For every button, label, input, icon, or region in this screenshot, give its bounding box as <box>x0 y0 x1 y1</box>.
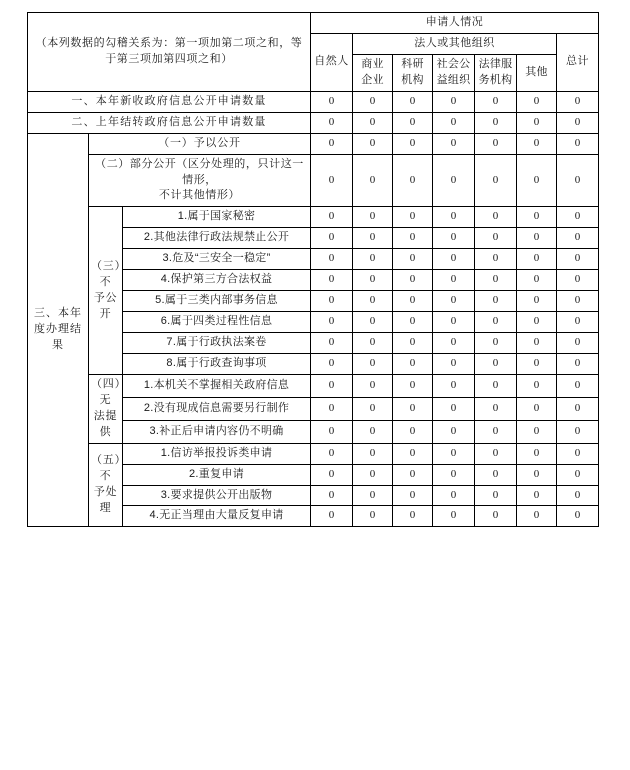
cell-nd8-social-welfare-org: 0 <box>433 353 475 374</box>
header-row-group-title <box>28 13 599 34</box>
item-label-unable-provide-1: 1.本机关不掌握相关政府信息 <box>123 374 311 397</box>
cell-up1-other: 0 <box>517 374 557 397</box>
header-col-other <box>517 54 557 91</box>
cell-partial-commercial-enterprise: 0 <box>353 154 393 207</box>
cell-nd7-social-welfare-org: 0 <box>433 333 475 354</box>
cell-nd5-total: 0 <box>557 291 599 312</box>
cell-partial-legal-service-org: 0 <box>475 154 517 207</box>
cell-nd4-natural-person: 0 <box>311 270 353 291</box>
cell-up2-commercial-enterprise: 0 <box>353 397 393 420</box>
cell-nd3-natural-person: 0 <box>311 249 353 270</box>
cell-nd3-research-institution: 0 <box>393 249 433 270</box>
cell-nd2-commercial-enterprise: 0 <box>353 228 393 249</box>
group-label-unable-provide-line1: （四）无 <box>91 377 127 406</box>
header-total: 总计 <box>557 33 599 91</box>
group-label-not-disclose-line2: 予公开 <box>93 291 118 320</box>
cell-up2-other: 0 <box>517 397 557 420</box>
table-row-partial-disclose <box>28 154 599 207</box>
item-label-not-process-4: 4.无正当理由大量反复申请 <box>123 506 311 527</box>
cell-nd8-legal-service-org: 0 <box>475 353 517 374</box>
cell-np1-total: 0 <box>557 443 599 464</box>
cell-up1-natural-person: 0 <box>311 374 353 397</box>
cell-nd6-research-institution: 0 <box>393 312 433 333</box>
cell-nd1-social-welfare-org: 0 <box>433 207 475 228</box>
cell-carried-legal-service-org: 0 <box>475 112 517 133</box>
group-label-not-disclose <box>89 207 127 375</box>
cell-received-legal-service-org: 0 <box>475 91 517 112</box>
cell-up3-other: 0 <box>517 420 557 443</box>
item-label-not-disclose-2: 2.其他法律行政法规禁止公开 <box>123 228 311 249</box>
cell-nd7-legal-service-org: 0 <box>475 333 517 354</box>
cell-nd5-legal-service-org: 0 <box>475 291 517 312</box>
cell-np4-total: 0 <box>557 506 599 527</box>
cell-nd5-natural-person: 0 <box>311 291 353 312</box>
cell-carried-research-institution: 0 <box>393 112 433 133</box>
row-label-partial-disclose <box>89 154 311 207</box>
cell-np1-research-institution: 0 <box>393 443 433 464</box>
cell-up1-social-welfare-org: 0 <box>433 374 475 397</box>
group-label-not-disclose-line1: （三）不 <box>91 259 127 288</box>
item-label-not-disclose-6: 6.属于四类过程性信息 <box>123 312 311 333</box>
cell-partial-total: 0 <box>557 154 599 207</box>
cell-np1-social-welfare-org: 0 <box>433 443 475 464</box>
cell-nd8-total: 0 <box>557 353 599 374</box>
cell-nd6-total: 0 <box>557 312 599 333</box>
cell-nd4-other: 0 <box>517 270 557 291</box>
cell-nd6-commercial-enterprise: 0 <box>353 312 393 333</box>
cell-disclose-commercial-enterprise: 0 <box>353 133 393 154</box>
row-label-carried-over: 二、上年结转政府信息公开申请数量 <box>28 112 311 133</box>
cell-nd2-total: 0 <box>557 228 599 249</box>
cell-up1-total: 0 <box>557 374 599 397</box>
group-label-unable-provide <box>89 374 127 443</box>
item-label-not-disclose-7: 7.属于行政执法案卷 <box>123 333 311 354</box>
cell-received-social-welfare-org: 0 <box>433 91 475 112</box>
section-label-annual-processing-results: 三、本年度办理结果 <box>28 133 89 527</box>
table-row-disclose <box>28 133 599 154</box>
cell-up1-commercial-enterprise: 0 <box>353 374 393 397</box>
cell-nd6-legal-service-org: 0 <box>475 312 517 333</box>
cell-received-natural-person: 0 <box>311 91 353 112</box>
item-label-not-disclose-1: 1.属于国家秘密 <box>123 207 311 228</box>
cell-nd6-natural-person: 0 <box>311 312 353 333</box>
cell-np2-natural-person: 0 <box>311 464 353 485</box>
cell-up3-natural-person: 0 <box>311 420 353 443</box>
cell-up2-natural-person: 0 <box>311 397 353 420</box>
cell-nd2-natural-person: 0 <box>311 228 353 249</box>
cell-np2-legal-service-org: 0 <box>475 464 517 485</box>
cell-np3-research-institution: 0 <box>393 485 433 506</box>
cell-nd3-other: 0 <box>517 249 557 270</box>
item-label-not-process-3: 3.要求提供公开出版物 <box>123 485 311 506</box>
header-col-legal-service-org <box>475 54 517 91</box>
cell-disclose-natural-person: 0 <box>311 133 353 154</box>
cell-received-research-institution: 0 <box>393 91 433 112</box>
cell-np1-natural-person: 0 <box>311 443 353 464</box>
cell-nd3-legal-service-org: 0 <box>475 249 517 270</box>
cell-up1-research-institution: 0 <box>393 374 433 397</box>
cell-np4-social-welfare-org: 0 <box>433 506 475 527</box>
header-col-commercial-enterprise-line1: 商业 <box>361 57 384 70</box>
cell-disclose-total: 0 <box>557 133 599 154</box>
cell-np2-social-welfare-org: 0 <box>433 464 475 485</box>
cell-received-commercial-enterprise: 0 <box>353 91 393 112</box>
cell-nd5-other: 0 <box>517 291 557 312</box>
header-col-social-welfare-org-line1: 社会公 <box>436 57 471 70</box>
item-label-not-process-2: 2.重复申请 <box>123 464 311 485</box>
cell-np3-legal-service-org: 0 <box>475 485 517 506</box>
row-label-partial-disclose-line1: （二）部分公开（区分处理的，只计这一情形， <box>95 157 304 186</box>
cell-up1-legal-service-org: 0 <box>475 374 517 397</box>
header-col-legal-service-org-line1: 法律服 <box>478 57 513 70</box>
cell-np1-other: 0 <box>517 443 557 464</box>
cell-received-other: 0 <box>517 91 557 112</box>
header-natural-person: 自然人 <box>311 33 353 91</box>
cell-partial-other: 0 <box>517 154 557 207</box>
cell-nd8-research-institution: 0 <box>393 353 433 374</box>
item-label-not-disclose-5: 5.属于三类内部事务信息 <box>123 291 311 312</box>
cell-received-total: 0 <box>557 91 599 112</box>
table-row-carried-over <box>28 112 599 133</box>
cell-nd2-research-institution: 0 <box>393 228 433 249</box>
cell-nd3-social-welfare-org: 0 <box>433 249 475 270</box>
row-label-received-this-year: 一、本年新收政府信息公开申请数量 <box>28 91 311 112</box>
cell-partial-social-welfare-org: 0 <box>433 154 475 207</box>
cell-carried-other: 0 <box>517 112 557 133</box>
header-legal-person-group: 法人或其他组织 <box>353 33 557 54</box>
cell-disclose-legal-service-org: 0 <box>475 133 517 154</box>
header-col-legal-service-org-line2: 务机构 <box>478 73 513 86</box>
cell-up2-research-institution: 0 <box>393 397 433 420</box>
cell-np3-commercial-enterprise: 0 <box>353 485 393 506</box>
cell-np4-other: 0 <box>517 506 557 527</box>
cell-np3-natural-person: 0 <box>311 485 353 506</box>
cell-nd7-commercial-enterprise: 0 <box>353 333 393 354</box>
cell-nd4-total: 0 <box>557 270 599 291</box>
cell-nd4-legal-service-org: 0 <box>475 270 517 291</box>
cell-nd5-research-institution: 0 <box>393 291 433 312</box>
cell-nd4-commercial-enterprise: 0 <box>353 270 393 291</box>
cell-nd4-research-institution: 0 <box>393 270 433 291</box>
cell-nd2-other: 0 <box>517 228 557 249</box>
header-col-commercial-enterprise <box>353 54 393 91</box>
cell-nd1-natural-person: 0 <box>311 207 353 228</box>
group-label-not-process-line2: 予处理 <box>93 486 118 514</box>
group-label-unable-provide-line2: 法提供 <box>93 409 118 438</box>
cell-np2-commercial-enterprise: 0 <box>353 464 393 485</box>
header-col-commercial-enterprise-line2: 企业 <box>361 73 384 86</box>
cell-nd5-commercial-enterprise: 0 <box>353 291 393 312</box>
group-label-not-process-line1: （五）不 <box>91 454 127 483</box>
cell-nd1-research-institution: 0 <box>393 207 433 228</box>
cell-nd3-commercial-enterprise: 0 <box>353 249 393 270</box>
cell-partial-research-institution: 0 <box>393 154 433 207</box>
cell-np2-research-institution: 0 <box>393 464 433 485</box>
cell-np4-natural-person: 0 <box>311 506 353 527</box>
cell-nd7-other: 0 <box>517 333 557 354</box>
header-col-research-institution <box>393 54 433 91</box>
cell-nd1-commercial-enterprise: 0 <box>353 207 393 228</box>
cell-nd7-total: 0 <box>557 333 599 354</box>
header-col-other-line1: 其他 <box>525 65 548 78</box>
header-col-research-institution-line2: 机构 <box>401 73 424 86</box>
cell-carried-total: 0 <box>557 112 599 133</box>
cell-up2-legal-service-org: 0 <box>475 397 517 420</box>
cell-nd2-social-welfare-org: 0 <box>433 228 475 249</box>
cell-np1-commercial-enterprise: 0 <box>353 443 393 464</box>
row-label-partial-disclose-line2: 不计其他情形） <box>158 189 241 202</box>
cell-up3-total: 0 <box>557 420 599 443</box>
cell-disclose-other: 0 <box>517 133 557 154</box>
cell-np2-other: 0 <box>517 464 557 485</box>
cell-nd5-social-welfare-org: 0 <box>433 291 475 312</box>
item-label-not-process-1: 1.信访举报投诉类申请 <box>123 443 311 464</box>
cell-nd7-research-institution: 0 <box>393 333 433 354</box>
cell-up3-research-institution: 0 <box>393 420 433 443</box>
cell-nd8-other: 0 <box>517 353 557 374</box>
cell-nd6-social-welfare-org: 0 <box>433 312 475 333</box>
cell-carried-natural-person: 0 <box>311 112 353 133</box>
row-label-disclose: （一）予以公开 <box>89 133 311 154</box>
cell-np2-total: 0 <box>557 464 599 485</box>
table-row-not-disclose-1 <box>28 207 599 228</box>
balance-note: （本列数据的勾稽关系为：第一项加第二项之和，等于第三项加第四项之和） <box>28 13 311 92</box>
cell-nd4-social-welfare-org: 0 <box>433 270 475 291</box>
cell-np1-legal-service-org: 0 <box>475 443 517 464</box>
cell-disclose-social-welfare-org: 0 <box>433 133 475 154</box>
cell-nd1-total: 0 <box>557 207 599 228</box>
header-col-social-welfare-org <box>433 54 475 91</box>
government-info-disclosure-table <box>27 12 599 527</box>
cell-carried-commercial-enterprise: 0 <box>353 112 393 133</box>
cell-np3-other: 0 <box>517 485 557 506</box>
header-applicant-group: 申请人情况 <box>311 13 599 34</box>
item-label-not-disclose-4: 4.保护第三方合法权益 <box>123 270 311 291</box>
cell-carried-social-welfare-org: 0 <box>433 112 475 133</box>
cell-nd2-legal-service-org: 0 <box>475 228 517 249</box>
cell-np4-legal-service-org: 0 <box>475 506 517 527</box>
cell-disclose-research-institution: 0 <box>393 133 433 154</box>
cell-up3-commercial-enterprise: 0 <box>353 420 393 443</box>
item-label-unable-provide-3: 3.补正后申请内容仍不明确 <box>123 420 311 443</box>
item-label-unable-provide-2: 2.没有现成信息需要另行制作 <box>123 397 311 420</box>
cell-nd1-legal-service-org: 0 <box>475 207 517 228</box>
table-row-not-process-1 <box>28 443 599 464</box>
cell-partial-natural-person: 0 <box>311 154 353 207</box>
header-col-social-welfare-org-line2: 益组织 <box>436 73 471 86</box>
cell-np4-research-institution: 0 <box>393 506 433 527</box>
group-label-not-process <box>89 443 127 527</box>
cell-np3-total: 0 <box>557 485 599 506</box>
cell-nd1-other: 0 <box>517 207 557 228</box>
cell-nd6-other: 0 <box>517 312 557 333</box>
cell-nd3-total: 0 <box>557 249 599 270</box>
cell-up2-total: 0 <box>557 397 599 420</box>
cell-np3-social-welfare-org: 0 <box>433 485 475 506</box>
cell-up2-social-welfare-org: 0 <box>433 397 475 420</box>
table-row-received-this-year <box>28 91 599 112</box>
cell-nd8-natural-person: 0 <box>311 353 353 374</box>
table-row-unable-provide-1 <box>28 374 599 397</box>
cell-up3-social-welfare-org: 0 <box>433 420 475 443</box>
cell-np4-commercial-enterprise: 0 <box>353 506 393 527</box>
item-label-not-disclose-8: 8.属于行政查询事项 <box>123 353 311 374</box>
cell-up3-legal-service-org: 0 <box>475 420 517 443</box>
cell-nd7-natural-person: 0 <box>311 333 353 354</box>
item-label-not-disclose-3: 3.危及“三安全一稳定” <box>123 249 311 270</box>
header-col-research-institution-line1: 科研 <box>401 57 424 70</box>
cell-nd8-commercial-enterprise: 0 <box>353 353 393 374</box>
